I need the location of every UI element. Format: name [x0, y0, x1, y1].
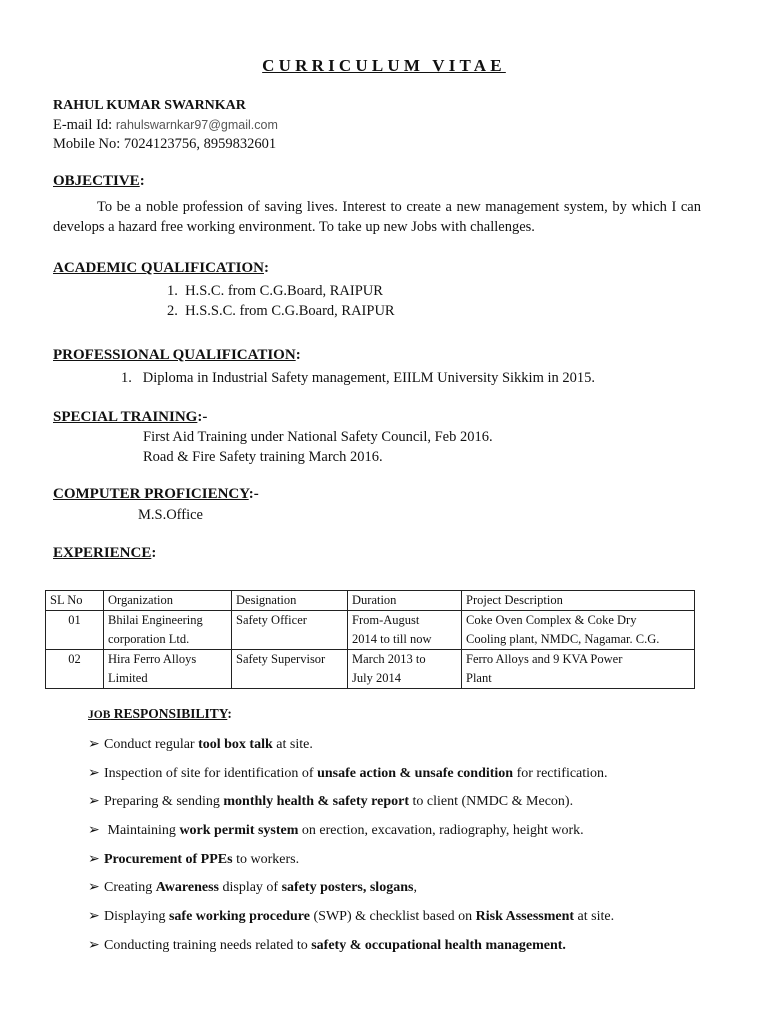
arrow-bullet-icon: ➢ [88, 909, 100, 925]
list-item [88, 736, 614, 765]
candidate-name: RAHUL KUMAR SWARNKAR [53, 98, 246, 113]
cell-organization: Bhilai Engineering corporation Ltd. [104, 611, 232, 650]
bold-text: safe working procedure [168, 909, 310, 925]
list-item [88, 851, 614, 880]
text: to workers. [232, 851, 300, 867]
column-header: Designation [232, 591, 348, 611]
arrow-bullet-icon: ➢ [88, 765, 100, 781]
training-item: First Aid Training under National Safety Council, Feb 2016. [143, 429, 493, 445]
list-item [88, 822, 614, 851]
text: Conduct regular [104, 737, 199, 752]
bold-text: work permit system [179, 823, 299, 839]
text: Preparing & sending [104, 794, 224, 810]
list-item [88, 765, 614, 794]
training-item: Road & Fire Safety training March 2016. [143, 449, 383, 465]
bold-text: unsafe action & unsafe condition [317, 765, 514, 781]
text: at site. [272, 737, 313, 752]
cell-sl: 01 [46, 611, 104, 650]
bold-text: Procurement of PPEs [104, 851, 233, 867]
bold-text: safety & occupational health management. [311, 937, 566, 953]
list-item [88, 879, 614, 908]
table-row [46, 611, 695, 650]
bold-text: Risk Assessment [475, 909, 575, 925]
responsibility-list [88, 736, 614, 966]
list-item [88, 937, 614, 966]
cell-duration: March 2013 to July 2014 [348, 650, 462, 689]
arrow-bullet-icon: ➢ [88, 937, 100, 953]
cell-project: Ferro Alloys and 9 KVA Power Plant [462, 650, 695, 689]
objective-text: To be a noble profession of saving lives. Interest to create a new management system, by which I can develops a hazard free working environment. To take up new Jobs with challenges. [53, 199, 701, 235]
text: Creating [104, 880, 156, 896]
academic-heading: ACADEMIC QUALIFICATION: [53, 260, 269, 276]
academic-item: 1. H.S.C. from C.G.Board, RAIPUR [167, 283, 383, 299]
text: display of [218, 880, 282, 896]
text: Maintaining [104, 823, 180, 839]
text: at site. [574, 909, 615, 925]
email-line [53, 117, 278, 134]
text: (SWP) & checklist based on [310, 909, 476, 925]
bold-text: tool box talk [198, 737, 273, 752]
arrow-bullet-icon: ➢ [88, 880, 100, 896]
bold-text: Awareness [155, 880, 219, 896]
document-title: CURRICULUM VITAE [262, 56, 506, 75]
arrow-bullet-icon: ➢ [88, 794, 100, 810]
cell-duration: From-August 2014 to till now [348, 611, 462, 650]
text: for rectification. [513, 765, 608, 781]
text: Inspection of site for identification of [104, 765, 318, 781]
column-header: Organization [104, 591, 232, 611]
text: , [413, 880, 417, 896]
experience-table [45, 590, 695, 689]
training-heading: SPECIAL TRAINING:- [53, 409, 208, 425]
computer-item: M.S.Office [138, 507, 203, 523]
email-label: E-mail Id: [53, 117, 113, 133]
column-header: SL No [46, 591, 104, 611]
arrow-bullet-icon: ➢ [88, 851, 100, 867]
objective-heading: OBJECTIVE: [53, 173, 145, 189]
mobile-line [53, 136, 276, 153]
text: Conducting training needs related to [104, 937, 312, 953]
bold-text: monthly health & safety report [223, 794, 409, 810]
cell-sl: 02 [46, 650, 104, 689]
professional-heading: PROFESSIONAL QUALIFICATION: [53, 347, 301, 363]
list-item [88, 793, 614, 822]
column-header: Project Description [462, 591, 695, 611]
mobile-label: Mobile No: [53, 136, 121, 152]
experience-heading: EXPERIENCE: [53, 545, 157, 561]
arrow-bullet-icon: ➢ [88, 823, 100, 839]
cell-organization: Hira Ferro Alloys Limited [104, 650, 232, 689]
cell-designation: Safety Officer [232, 611, 348, 650]
table-header-row [46, 591, 695, 611]
academic-item: 2. H.S.S.C. from C.G.Board, RAIPUR [167, 303, 395, 319]
computer-heading: COMPUTER PROFICIENCY:- [53, 486, 259, 502]
text: Displaying [104, 909, 169, 925]
cell-designation: Safety Supervisor [232, 650, 348, 689]
text: to client (NMDC & Mecon). [408, 794, 574, 810]
column-header: Duration [348, 591, 462, 611]
text: on erection, excavation, radiography, height work. [298, 823, 584, 839]
cell-project: Coke Oven Complex & Coke Dry Cooling plant, NMDC, Nagamar. C.G. [462, 611, 695, 650]
email-value: rahulswarnkar97@gmail.com [115, 118, 278, 132]
professional-item: 1. Diploma in Industrial Safety management, EIILM University Sikkim in 2015. [121, 370, 595, 386]
job-responsibility-heading: JOB RESPONSIBILITY: [88, 706, 232, 721]
list-item [88, 908, 614, 937]
mobile-value: 7024123756, 8959832601 [123, 136, 277, 152]
arrow-bullet-icon: ➢ [88, 737, 100, 752]
table-row [46, 650, 695, 689]
bold-text: safety posters, slogans [281, 880, 414, 896]
